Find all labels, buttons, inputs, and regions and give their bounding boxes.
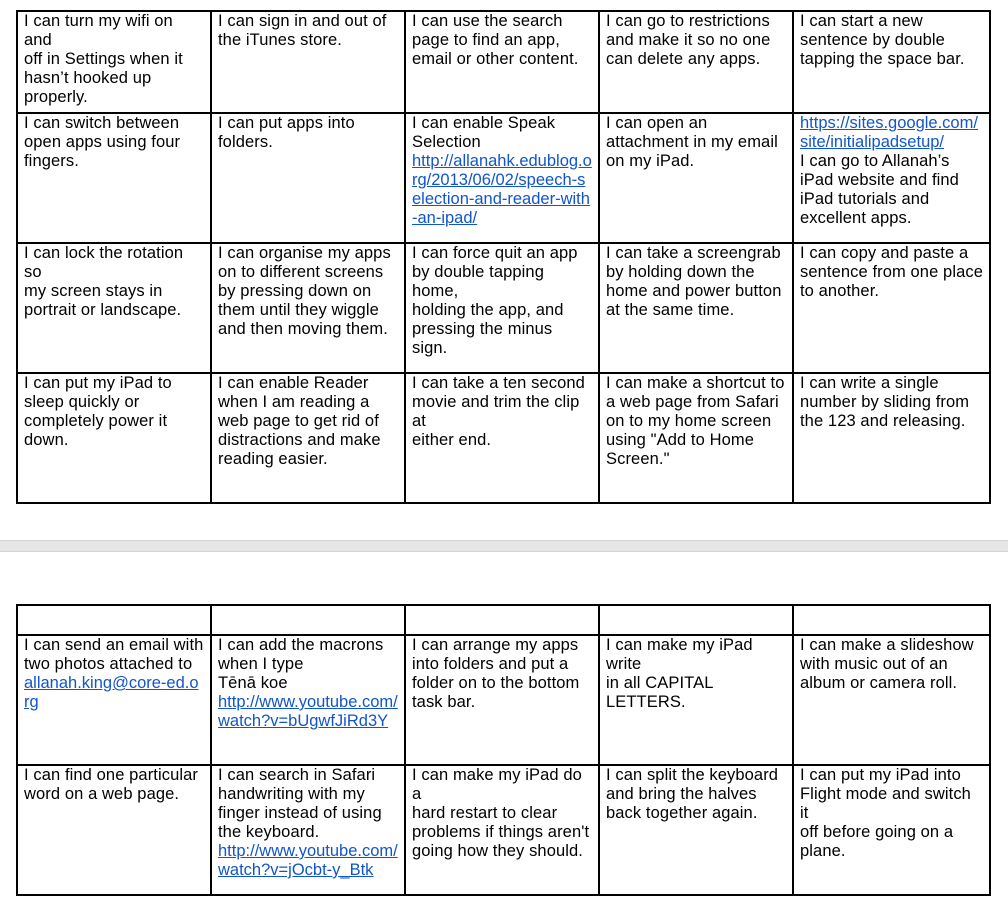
cell-content <box>18 114 210 171</box>
ipad-skills-table-bottom <box>16 604 991 896</box>
cell-content <box>18 636 210 712</box>
table-cell <box>405 373 599 503</box>
cell-content <box>794 636 989 693</box>
cell-text: I can go to Allanah’s iPad website and find iPad tutorials and excellent apps. <box>800 152 959 227</box>
table-row <box>17 113 990 243</box>
table-cell <box>211 11 405 113</box>
cell-content <box>600 374 792 469</box>
cell-text: I can switch between open apps using four fingers. <box>24 114 181 170</box>
table-cell <box>599 765 793 895</box>
cell-hyperlink[interactable]: http://www.youtube.com/watch?v=bUgwfJiRd3Y <box>218 693 398 730</box>
cell-content <box>406 244 598 358</box>
table-cell <box>793 605 990 635</box>
cell-content <box>794 766 989 861</box>
table-cell <box>211 635 405 765</box>
cell-text: I can take a ten second movie and trim the clip at either end. <box>412 374 585 449</box>
cell-content <box>406 766 598 861</box>
table-row <box>17 243 990 373</box>
table-cell <box>599 113 793 243</box>
table-cell <box>599 11 793 113</box>
cell-content <box>406 114 598 228</box>
table-cell <box>211 243 405 373</box>
table-row <box>17 605 990 635</box>
cell-text: I can make a shortcut to a web page from Safari on to my home screen using "Add to Home Screen." <box>606 374 785 468</box>
cell-text: I can split the keyboard and bring the halves back together again. <box>606 766 779 822</box>
table-cell <box>17 113 211 243</box>
table-cell <box>793 765 990 895</box>
table-cell <box>793 113 990 243</box>
cell-content <box>600 114 792 171</box>
table-cell <box>17 373 211 503</box>
table-cell <box>17 605 211 635</box>
table-cell <box>599 635 793 765</box>
cell-content <box>18 374 210 450</box>
cell-content <box>18 244 210 320</box>
cell-content <box>212 374 404 469</box>
cell-text: I can make a slideshow with music out of an album or camera roll. <box>800 636 974 692</box>
cell-text: I can write a single number by sliding from the 123 and releasing. <box>800 374 970 430</box>
cell-text: I can find one particular word on a web page. <box>24 766 199 803</box>
cell-content <box>406 636 598 712</box>
cell-text: I can put apps into folders. <box>218 114 355 151</box>
cell-text: I can arrange my apps into folders and put a folder on to the bottom task bar. <box>412 636 580 711</box>
table-cell <box>405 243 599 373</box>
table-cell <box>405 635 599 765</box>
cell-content <box>794 114 989 228</box>
document-page-bottom <box>0 552 1008 918</box>
cell-text: I can lock the rotation so my screen stays in portrait or landscape. <box>24 244 184 319</box>
cell-text: I can put my iPad to sleep quickly or completely power it down. <box>24 374 172 449</box>
cell-text: I can enable Reader when I am reading a web page to get rid of distractions and make reading easier. <box>218 374 381 468</box>
cell-hyperlink[interactable]: http://allanahk.edublog.org/2013/06/02/speech-selection-and-reader-with-an-ipad/ <box>412 152 592 227</box>
cell-content <box>18 12 210 107</box>
cell-text: I can go to restrictions and make it so no one can delete any apps. <box>606 12 771 68</box>
table-cell <box>405 765 599 895</box>
table-cell <box>405 11 599 113</box>
cell-content <box>600 766 792 823</box>
cell-text: I can open an attachment in my email on my iPad. <box>606 114 778 170</box>
cell-content <box>212 12 404 50</box>
cell-text: I can start a new sentence by double tapping the space bar. <box>800 12 965 68</box>
cell-text: I can make my iPad write in all CAPITAL LETTERS. <box>606 636 753 711</box>
table-cell <box>793 635 990 765</box>
table-cell <box>599 373 793 503</box>
table-cell <box>17 11 211 113</box>
cell-text: I can search in Safari handwriting with my finger instead of using the keyboard. <box>218 766 382 841</box>
cell-text: I can turn my wifi on and off in Settings when it hasn’t hooked up properly. <box>24 12 183 106</box>
cell-hyperlink[interactable]: https://sites.google.com/site/initialipadsetup/ <box>800 114 978 151</box>
page-break-divider <box>0 540 1008 552</box>
table-cell <box>793 373 990 503</box>
table-cell <box>17 635 211 765</box>
cell-text: I can put my iPad into Flight mode and switch it off before going on a plane. <box>800 766 971 860</box>
table-row <box>17 765 990 895</box>
cell-content <box>600 636 792 712</box>
cell-content <box>794 374 989 431</box>
table-cell <box>405 605 599 635</box>
table-cell <box>211 765 405 895</box>
cell-content <box>600 244 792 320</box>
table-cell <box>793 243 990 373</box>
table-cell <box>17 243 211 373</box>
cell-content <box>212 114 404 152</box>
table-cell <box>405 113 599 243</box>
cell-text: I can take a screengrab by holding down the home and power button at the same time. <box>606 244 782 319</box>
cell-text: I can enable Speak Selection <box>412 114 556 151</box>
cell-text: I can make my iPad do a hard restart to clear problems if things aren't going how they should. <box>412 766 590 860</box>
table-cell <box>17 765 211 895</box>
cell-content <box>600 12 792 69</box>
cell-content <box>406 374 598 450</box>
cell-content <box>212 636 404 731</box>
cell-content <box>794 244 989 301</box>
cell-content <box>18 766 210 804</box>
cell-text: I can organise my apps on to different screens by pressing down on them until they wiggle and then moving them. <box>218 244 391 338</box>
table-row <box>17 11 990 113</box>
cell-hyperlink[interactable]: http://www.youtube.com/watch?v=jOcbt-y_Btk <box>218 842 398 879</box>
cell-text: I can copy and paste a sentence from one place to another. <box>800 244 983 300</box>
cell-text: I can add the macrons when I type Tēnā koe <box>218 636 384 692</box>
table-cell <box>599 605 793 635</box>
table-cell <box>599 243 793 373</box>
cell-hyperlink[interactable]: allanah.king@core-ed.org <box>24 674 199 711</box>
table-cell <box>211 113 405 243</box>
cell-content <box>406 12 598 69</box>
cell-text: I can force quit an app by double tapping home, holding the app, and pressing the minus sign. <box>412 244 578 357</box>
table-cell <box>793 11 990 113</box>
cell-content <box>212 766 404 880</box>
cell-text: I can use the search page to find an app, email or other content. <box>412 12 579 68</box>
table-row <box>17 373 990 503</box>
table-cell <box>211 605 405 635</box>
ipad-skills-table-top <box>16 10 991 504</box>
cell-content <box>794 12 989 69</box>
table-row <box>17 635 990 765</box>
cell-text: I can send an email with two photos attached to <box>24 636 204 673</box>
table-cell <box>211 373 405 503</box>
cell-content <box>212 244 404 339</box>
cell-text: I can sign in and out of the iTunes store. <box>218 12 387 49</box>
